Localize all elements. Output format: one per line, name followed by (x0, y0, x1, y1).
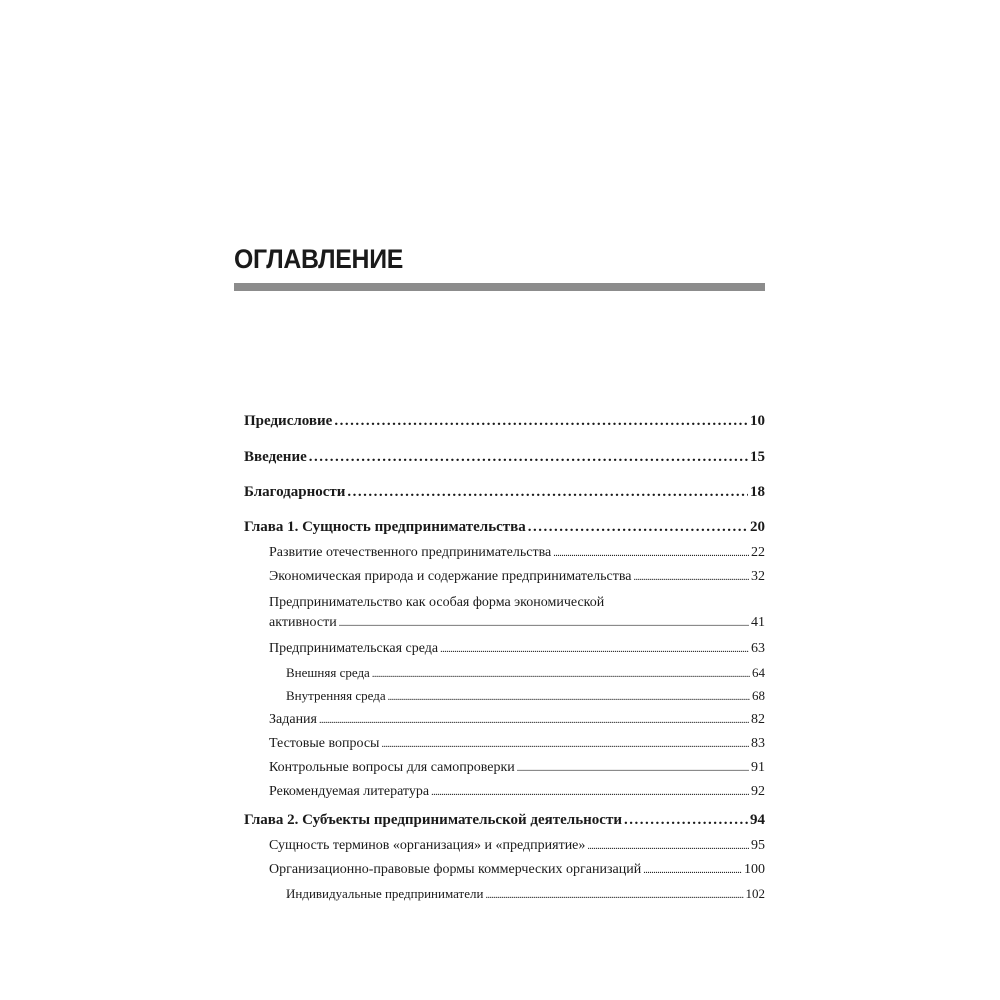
toc-entry-title: Предпринимательская среда (269, 641, 439, 656)
toc-entry-page: 82 (751, 712, 765, 727)
toc-entry-chapter-2[interactable] (244, 808, 765, 832)
toc-entry-title: Глава 1. Сущность предпринимательства (244, 519, 526, 535)
toc-entry-title: Сущность терминов «организация» и «предприятие» (269, 838, 586, 853)
toc-entry-section[interactable] (244, 858, 765, 882)
toc-entry-page: 15 (750, 449, 765, 465)
toc-entry-title: Введение (244, 449, 307, 465)
toc-entry-page: 94 (750, 812, 765, 828)
toc-entry-acknowledgements[interactable] (244, 480, 765, 504)
toc-entry-title: Экономическая природа и содержание предпринимательства (269, 569, 632, 584)
toc-entry-title: Организационно-правовые формы коммерческих организаций (269, 862, 642, 877)
toc-entry-page: 64 (752, 665, 765, 680)
toc-entry-page: 102 (745, 886, 765, 901)
dot-leader (381, 733, 749, 757)
toc-entry-page: 95 (751, 838, 765, 853)
toc-entry-subsection[interactable] (244, 684, 765, 707)
toc-entry-page: 83 (751, 736, 765, 751)
toc-entry-page: 18 (750, 484, 765, 500)
toc-entry-chapter-1[interactable] (244, 515, 765, 539)
toc-entry-title: Контрольные вопросы для самопроверки (269, 760, 515, 775)
dot-leader (431, 781, 749, 805)
toc-entry-title-line1: Предпринимательство как особая форма экономической (269, 595, 605, 610)
toc-entry-page: 63 (751, 641, 765, 656)
toc-entry-preface[interactable] (244, 409, 765, 433)
toc-entry-page: 91 (751, 760, 765, 775)
dot-leader (624, 808, 748, 832)
dot-leader (339, 614, 749, 634)
toc-entry-page: 41 (751, 615, 765, 630)
toc-entry-page: 32 (751, 569, 765, 584)
toc-entry-section[interactable] (244, 565, 765, 589)
dot-leader (440, 638, 749, 662)
toc-entry-title: Рекомендуемая литература (269, 784, 430, 799)
toc-entry-title: Благодарности (244, 484, 346, 500)
toc-entry-page: 20 (750, 519, 765, 535)
toc-entry-subsection[interactable] (244, 882, 765, 905)
toc-entry-title: Предисловие (244, 413, 333, 429)
toc-entry-section[interactable] (244, 780, 765, 804)
toc-entry-subsection[interactable] (244, 661, 765, 684)
toc-entry-title: Тестовые вопросы (269, 736, 380, 751)
toc-entry-introduction[interactable] (244, 445, 765, 469)
toc-entry-section[interactable] (244, 541, 765, 565)
toc-entry-title: Задания (269, 712, 317, 727)
toc-entry-page: 92 (751, 784, 765, 799)
toc-entry-page: 22 (751, 545, 765, 560)
toc-entry-title: Индивидуальные предприниматели (286, 886, 484, 901)
toc-entry-section[interactable] (244, 637, 765, 661)
dot-leader (528, 515, 748, 539)
toc-entry-title-line2: активности (269, 615, 337, 630)
toc-entry-page: 100 (744, 862, 765, 877)
dot-leader (347, 480, 748, 504)
dot-leader (587, 835, 749, 859)
toc-entry-section[interactable] (244, 834, 765, 858)
dot-leader (485, 884, 743, 907)
toc-entry-page: 10 (750, 413, 765, 429)
dot-leader (319, 709, 749, 733)
toc-entry-title: Внешняя среда (286, 665, 370, 680)
toc-entry-section[interactable] (244, 708, 765, 732)
dot-leader (634, 566, 749, 590)
dot-leader (517, 757, 749, 781)
table-of-contents (244, 409, 765, 905)
heading-rule (234, 283, 765, 291)
dot-leader (372, 663, 750, 686)
dot-leader (643, 859, 742, 883)
page-title: ОГЛАВЛЕНИЕ (234, 244, 404, 274)
toc-entry-title: Развитие отечественного предпринимательства (269, 545, 552, 560)
toc-entry-section[interactable] (244, 732, 765, 756)
dot-leader (309, 445, 748, 469)
toc-entry-section[interactable] (244, 756, 765, 780)
toc-entry-section[interactable] (244, 593, 765, 635)
dot-leader (334, 409, 748, 433)
toc-entry-page: 68 (752, 688, 765, 703)
toc-entry-title: Внутренняя среда (286, 688, 386, 703)
dot-leader (553, 542, 749, 566)
dot-leader (388, 686, 750, 709)
toc-entry-title: Глава 2. Субъекты предпринимательской деятельности (244, 812, 622, 828)
